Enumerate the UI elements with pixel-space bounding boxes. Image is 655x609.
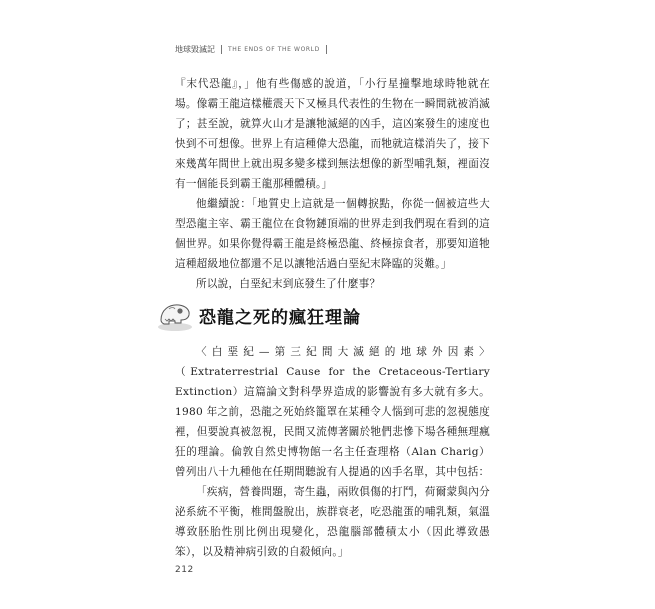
section-title: 恐龍之死的瘋狂理論 — [199, 307, 361, 328]
book-title: 地球毀滅記 — [175, 45, 215, 54]
section-heading — [155, 300, 361, 332]
page-number: 212 — [175, 565, 194, 575]
book-title-english: THE ENDS OF THE WORLD — [228, 46, 320, 53]
bottom-text-block — [175, 342, 490, 562]
paragraph-killer-list-quote: 「疾病，營養問題，寄生蟲，兩敗俱傷的打鬥，荷爾蒙與內分泌系統不平衡，椎間盤脫出，族群衰老，吃恐龍蛋的哺乳類，氣溫導致胚胎性別比例出現變化，恐龍腦部體積太小（因此導致愚笨），以及精神病引致的自殺傾向。」 — [175, 486, 490, 558]
header-end-rule — [326, 45, 327, 54]
header-divider — [221, 45, 222, 54]
top-text-block — [175, 74, 490, 294]
running-header — [175, 44, 327, 55]
dinosaur-skull-icon — [155, 300, 195, 332]
paragraph-quote-end: 『末代恐龍』，」他有些傷感的說道，「小行星撞擊地球時牠就在場。像霸王龍這樣權震天下又極具代表性的生物在一瞬間就被消滅了；甚至說，就算火山才是讓牠滅絕的凶手，這凶案發生的速度也快到不可想像。世界上有這種偉大恐龍，而牠就這樣消失了，接下來幾萬年間世上就出現多變多樣到無法想像的新型哺乳類，裡面沒有一個能長到霸王龍那種體積。」 — [175, 78, 490, 190]
paragraph-question: 所以說，白堊紀末到底發生了什麼事？ — [196, 278, 381, 290]
paragraph-continued-quote: 他繼續說：「地質史上這就是一個轉捩點，你從一個被這些大型恐龍主宰、霸王龍位在食物鏈頂端的世界走到我們現在看到的這個世界。如果你覺得霸王龍是終極恐龍、終極掠食者，那要知道牠這種超級地位都還不足以讓牠活過白堊紀末降臨的災難。」 — [175, 198, 490, 270]
paragraph-paper-impact: 〈白堊紀—第三紀間大滅絕的地球外因素〉（Extraterrestrial Cause for the Cretaceous-Tertiary Extinction）這篇論文對科學界造成的影響說有多大就有多大。1980 年之前，恐龍之死始終籠罩在某種令人惱到可悲的忽視態度裡，但要說真被忽視，民間又流傳著關於牠們悲慘下場各種無理瘋狂的理論。倫敦自然史博物館一名主任查理格（Alan Charig）曾列出八十九種他在任期間聽說有人提過的凶手名單，其中包括： — [175, 346, 490, 478]
